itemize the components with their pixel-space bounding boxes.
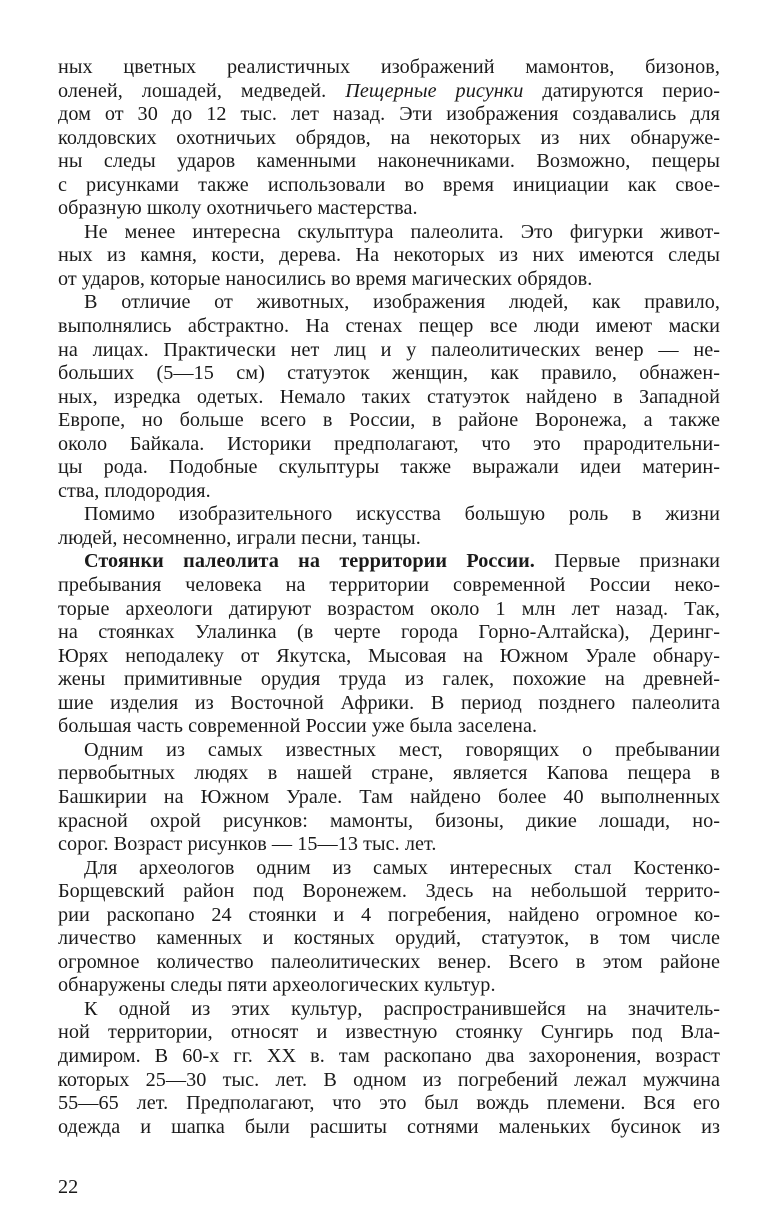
text-line: Башкирии на Южном Урале. Там найдено более 40 выполненных (58, 785, 720, 808)
text-line: ны следы ударов каменными наконечниками. Возможно, пещеры (58, 150, 720, 173)
text-line: К одной из этих культур, распространившейся на значитель- (84, 997, 720, 1020)
text-line: людей, несомненно, играли песни, танцы. (58, 526, 421, 549)
text-line: одежда и шапка были расшиты сотнями маленьких бусинок из (58, 1115, 720, 1138)
text-line: с рисунками также использовали во время инициации как свое- (58, 173, 720, 196)
text-line: обнаружены следы пяти археологических культур. (58, 974, 496, 997)
text-line: ных цветных реалистичных изображений мамонтов, бизонов, (58, 56, 720, 78)
text-line: ства, плодородия. (58, 479, 211, 502)
text-line (58, 80, 720, 104)
text-line: ных из камня, кости, дерева. На некоторых из них имеются следы (58, 244, 720, 267)
text-line: дом от 30 до 12 тыс. лет назад. Эти изображения создавались для (58, 103, 720, 126)
section-heading: Стоянки палеолита на территории России. (84, 550, 535, 573)
italic-term: Пещерные рисунки (345, 79, 524, 102)
text-line: Для археологов одним из самых интересных стал Костенко- (84, 856, 720, 879)
text-line: выполнялись абстрактно. На стенах пещер все люди имеют маски (58, 315, 720, 338)
paragraph (58, 857, 720, 998)
paragraph (58, 550, 720, 738)
text-line: которых 25—30 тыс. лет. В одном из погребений лежал мужчина (58, 1068, 720, 1091)
text-line: колдовских охотничьих обрядов, на некоторых из них обнаруже- (58, 126, 720, 149)
text-line: димиром. В 60-х гг. XX в. там раскопано два захоронения, возраст (58, 1044, 720, 1067)
text-line: Юрях неподалеку от Якутска, Мысовая на Южном Урале обнару- (58, 644, 720, 667)
text-line: Помимо изобразительного искусства большую роль в жизни (84, 503, 720, 526)
text-line: 55—65 лет. Предполагают, что это был вождь племени. Вся его (58, 1092, 720, 1115)
text-line: Не менее интересна скульптура палеолита. Это фигурки живот- (84, 220, 720, 243)
paragraph (58, 221, 720, 292)
text-line: жены примитивные орудия труда из галек, похожие на древней- (58, 668, 720, 691)
text-line: ных, изредка одетых. Немало таких статуэток найдено в Западной (58, 385, 720, 408)
text-line: Европе, но больше всего в России, в районе Воронежа, а также (58, 409, 720, 432)
page-number: 22 (58, 1176, 79, 1198)
text-line: рии раскопано 24 стоянки и 4 погребения, найдено огромное ко- (58, 903, 720, 926)
text-line: Одним из самых известных мест, говорящих о пребывании (84, 738, 720, 761)
text-line: образную школу охотничьего мастерства. (58, 197, 418, 220)
paragraph (58, 56, 720, 221)
text-line: первобытных людях в нашей стране, является Капова пещера в (58, 762, 720, 785)
text-line (58, 550, 720, 574)
text-line: огромное количество палеолитических венер. Всего в этом районе (58, 950, 720, 973)
text-span: оленей, лошадей, медведей. (58, 79, 346, 102)
text-line: на лицах. Практически нет лиц и у палеолитических венер — не- (58, 338, 720, 361)
paragraph (58, 739, 720, 857)
text-line: большая часть современной России уже была заселена. (58, 715, 538, 738)
text-line: В отличие от животных, изображения людей, как правило, (84, 291, 720, 314)
text-line: Борщевский район под Воронежем. Здесь на небольшой террито- (58, 880, 720, 903)
paragraph (58, 998, 720, 1139)
text-line: шие изделия из Восточной Африки. В период позднего палеолита (58, 691, 720, 714)
text-line: на стоянках Улалинка (в черте города Горно-Алтайска), Деринг- (58, 621, 720, 644)
text-span: датируются перио- (523, 79, 721, 102)
text-line: личество каменных и костяных орудий, статуэток, в том числе (58, 927, 720, 950)
page-body (58, 56, 720, 1139)
text-line: красной охрой рисунков: мамонты, бизоны, дикие лошади, но- (58, 809, 720, 832)
text-line: цы рода. Подобные скульптуры также выражали идеи материн- (58, 456, 720, 479)
text-line: торые археологи датируют возрастом около 1 млн лет назад. Так, (58, 597, 720, 620)
paragraph (58, 291, 720, 503)
text-line: пребывания человека на территории современной России неко- (58, 574, 720, 597)
text-line: ной территории, относят и известную стоянку Сунгирь под Вла- (58, 1021, 720, 1044)
text-span: Первые признаки (534, 550, 720, 573)
text-line: около Байкала. Историки предполагают, что это прародительни- (58, 432, 720, 455)
text-line: сорог. Возраст рисунков — 15—13 тыс. лет. (58, 833, 437, 856)
paragraph (58, 503, 720, 550)
text-line: от ударов, которые наносились во время магических обрядов. (58, 267, 593, 290)
text-line: больших (5—15 см) статуэток женщин, как правило, обнажен- (58, 362, 720, 385)
